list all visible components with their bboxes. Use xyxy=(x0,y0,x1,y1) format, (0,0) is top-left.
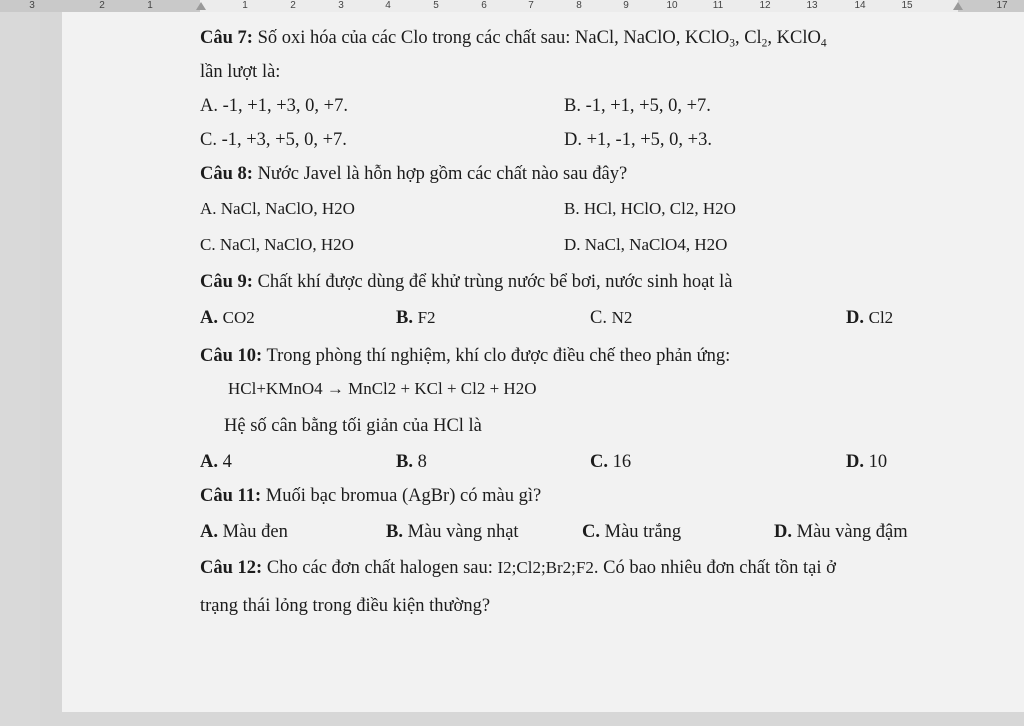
horizontal-ruler[interactable] xyxy=(0,0,1024,12)
ruler-label: 10 xyxy=(666,0,678,11)
option-d: D. 10 xyxy=(846,452,888,472)
question-10: Câu 10: Trong phòng thí nghiệm, khí clo được điều chế theo phản ứng: xyxy=(200,346,731,366)
window-left-margin xyxy=(0,12,40,726)
ruler-label: 11 xyxy=(712,0,724,11)
option-c: C. 16 xyxy=(590,452,632,472)
ruler-label: 5 xyxy=(433,0,439,11)
ruler-label: 7 xyxy=(528,0,534,11)
option-d: D. +1, -1, +5, 0, +3. xyxy=(564,130,712,150)
question-9: Câu 9: Chất khí được dùng để khử trùng nước bể bơi, nước sinh hoạt là xyxy=(200,272,733,292)
option-c: C. -1, +3, +5, 0, +7. xyxy=(200,130,347,150)
option-c: C. NaCl, NaClO, H2O xyxy=(200,235,354,254)
option-b: B. Màu vàng nhạt xyxy=(386,522,519,542)
chemical-equation: HCl+KMnO4 → MnCl2 + KCl + Cl2 + H2O xyxy=(228,379,537,398)
question-12-continuation: trạng thái lỏng trong điều kiện thường? xyxy=(200,596,491,616)
question-7: Câu 7: Số oxi hóa của các Clo trong các chất sau: NaCl, NaClO, KClO$_3$, $Cl_2$, KClO$_4$ xyxy=(200,28,827,50)
ruler-label: 2 xyxy=(290,0,296,11)
question-label: Câu 11: xyxy=(200,486,262,506)
option-a: A. -1, +1, +3, 0, +7. xyxy=(200,96,348,116)
document-page[interactable] xyxy=(62,12,1024,712)
option-b: B. 8 xyxy=(396,452,427,472)
option-d: D. Màu vàng đậm xyxy=(774,522,908,542)
question-11: Câu 11: Muối bạc bromua (AgBr) có màu gì? xyxy=(200,486,542,506)
question-label: Câu 10: xyxy=(200,346,263,366)
question-label: Câu 8: xyxy=(200,164,253,184)
option-a: A. 4 xyxy=(200,452,232,472)
ruler-label: 8 xyxy=(576,0,582,11)
ruler-label: 13 xyxy=(806,0,818,11)
option-a: A. NaCl, NaClO, H2O xyxy=(200,199,355,218)
option-a: A. Màu đen xyxy=(200,522,288,542)
question-label: Câu 7: xyxy=(200,28,253,48)
ruler-label: 12 xyxy=(759,0,771,11)
ruler-label: 15 xyxy=(901,0,913,11)
option-b: B. HCl, HClO, Cl2, H2O xyxy=(564,199,736,218)
right-indent-marker[interactable] xyxy=(953,2,963,10)
ruler-label: 1 xyxy=(242,0,248,11)
ruler-label: 1 xyxy=(147,0,153,11)
question-label: Câu 12: xyxy=(200,558,263,578)
ruler-label: 4 xyxy=(385,0,391,11)
option-d: D. Cl2 xyxy=(846,308,894,328)
ruler-label: 9 xyxy=(623,0,629,11)
ruler-label: 3 xyxy=(29,0,35,11)
question-label: Câu 9: xyxy=(200,272,253,292)
ruler-label: 17 xyxy=(996,0,1008,11)
option-c: C. Màu trắng xyxy=(582,522,682,542)
ruler-label: 3 xyxy=(338,0,344,11)
option-c: C. N2 xyxy=(590,308,633,328)
question-8: Câu 8: Nước Javel là hỗn hợp gồm các chất nào sau đây? xyxy=(200,164,628,184)
ruler-label: 6 xyxy=(481,0,487,11)
ruler-label: 2 xyxy=(99,0,105,11)
option-a: A. CO2 xyxy=(200,308,255,328)
question-10-subtext: Hệ số cân bằng tối giản của HCl là xyxy=(224,416,482,436)
ruler-label: 14 xyxy=(854,0,866,11)
option-b: B. -1, +1, +5, 0, +7. xyxy=(564,96,711,116)
question-12: Câu 12: Cho các đơn chất halogen sau: I2;Cl2;Br2;F2. Có bao nhiêu đơn chất tồn tại ở xyxy=(200,558,836,578)
left-indent-marker[interactable] xyxy=(196,2,206,10)
question-7-continuation: lần lượt là: xyxy=(200,62,281,82)
option-d: D. NaCl, NaClO4, H2O xyxy=(564,235,728,254)
option-b: B. F2 xyxy=(396,308,436,328)
